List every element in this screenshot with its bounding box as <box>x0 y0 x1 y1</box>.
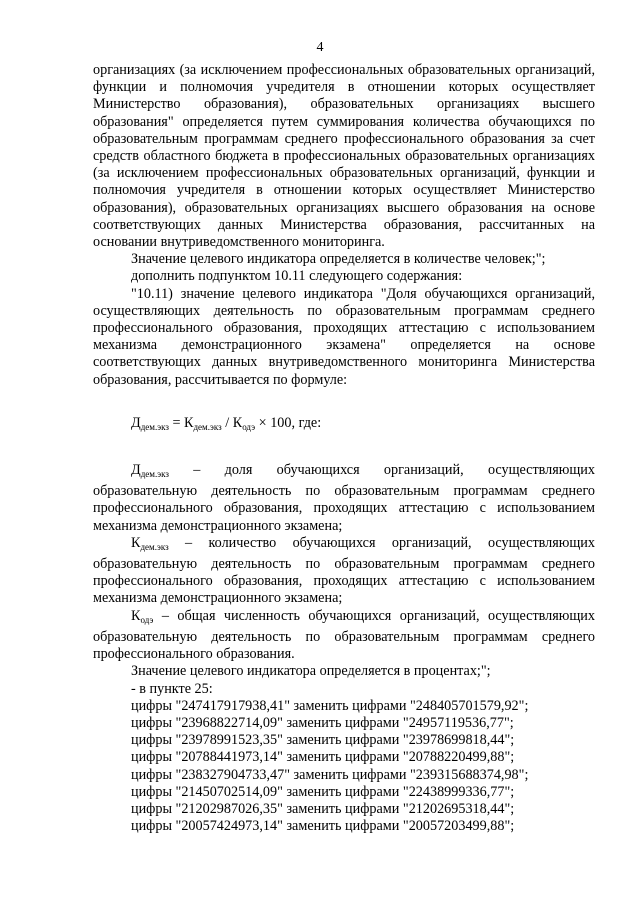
formula-d: Д <box>131 414 141 431</box>
paragraph-indicator-unit: Значение целевого индикатора определяется в количестве человек;"; <box>131 251 546 268</box>
replacement-line: цифры "20788441973,14" заменить цифрами "20788220499,88"; <box>131 749 515 766</box>
formula-k: К <box>184 414 194 431</box>
document-body <box>93 62 595 835</box>
definition-subscript: дем.экз <box>140 541 169 552</box>
replacement-line: цифры "21202987026,35" заменить цифрами "21202695318,44"; <box>131 800 515 817</box>
formula-tail: × 100, где: <box>255 414 322 431</box>
formula-k2: К <box>232 414 243 431</box>
definition-text: – доля обучающихся организаций, осуществляющих образовательную деятельность по образовательным программам среднего профессионального образования, проходящих аттестацию с использованием механизма демонстрационного экзамена; <box>93 462 595 534</box>
definition-k <box>93 535 595 608</box>
definition-subscript: одэ <box>140 614 154 625</box>
definition-k-ode <box>93 608 595 664</box>
paragraph-continuation: организациях (за исключением профессиональных образовательных организаций, функции и полномочия учредителя в отношении которых осуществляет Министерство образования), образовательных организациях высшего образования" определяется путем суммирования количества обучающихся по образовательным программам среднего профессионального образования за счет средств областного бюджета в профессиональных образовательных организациях (за исключением профессиональных образовательных организаций, функции и полномочия учредителя в отношении которых осуществляет Министерство образования), образовательных организациях высшего образования на основе соответствующих данных Министерства образования, рассчитанных на основании внутриведомственного мониторинга. <box>93 62 595 251</box>
formula <box>131 415 595 436</box>
formula-k2-sub: одэ <box>242 421 256 432</box>
formula-eq: = <box>168 414 184 431</box>
replacement-line: цифры "21450702514,09" заменить цифрами "22438999336,77"; <box>131 783 515 800</box>
replacement-line: цифры "20057424973,14" заменить цифрами "20057203499,88"; <box>131 818 515 835</box>
replacement-line: цифры "247417917938,41" заменить цифрами "248405701579,92"; <box>131 697 529 714</box>
definition-subscript: дем.экз <box>140 469 169 480</box>
page-number: 4 <box>316 40 324 55</box>
formula-d-sub: дем.экз <box>140 421 169 432</box>
formula-div: / <box>221 414 233 431</box>
formula-k-sub: дем.экз <box>193 421 222 432</box>
paragraph-add-subpoint: дополнить подпунктом 10.11 следующего содержания: <box>131 268 463 285</box>
definition-d <box>93 462 595 535</box>
definition-symbol: Д <box>131 462 141 479</box>
replacement-line: цифры "238327904733,47" заменить цифрами "239315688374,98"; <box>131 766 529 783</box>
point-25-intro: - в пункте 25: <box>131 680 213 697</box>
definition-symbol: К <box>131 534 141 551</box>
definition-text: – количество обучающихся организаций, осуществляющих образовательную деятельность по образовательным программам среднего профессионального образования, проходящих аттестацию с использованием механизма демонстрационного экзамена; <box>93 534 595 607</box>
paragraph-10-11: "10.11) значение целевого индикатора "Доля обучающихся организаций, осуществляющих деятельность по образовательным программам среднего профессионального образования, проходящих аттестацию с использованием механизма демонстрационного экзамена" определяется на основе соответствующих данных внутриведомственного мониторинга Министерства образования, рассчитывается по формуле: <box>93 285 595 388</box>
replacement-line: цифры "23978991523,35" заменить цифрами "23978699818,44"; <box>131 732 515 749</box>
definition-text: – общая численность обучающихся организаций, осуществляющих образовательную деятельность по образовательным программам среднего профессионального образования. <box>93 607 595 663</box>
replacement-line: цифры "23968822714,09" заменить цифрами "24957119536,77"; <box>131 714 514 731</box>
definition-symbol: К <box>131 607 141 624</box>
paragraph-indicator-percent: Значение целевого индикатора определяется в процентах;"; <box>131 663 491 680</box>
